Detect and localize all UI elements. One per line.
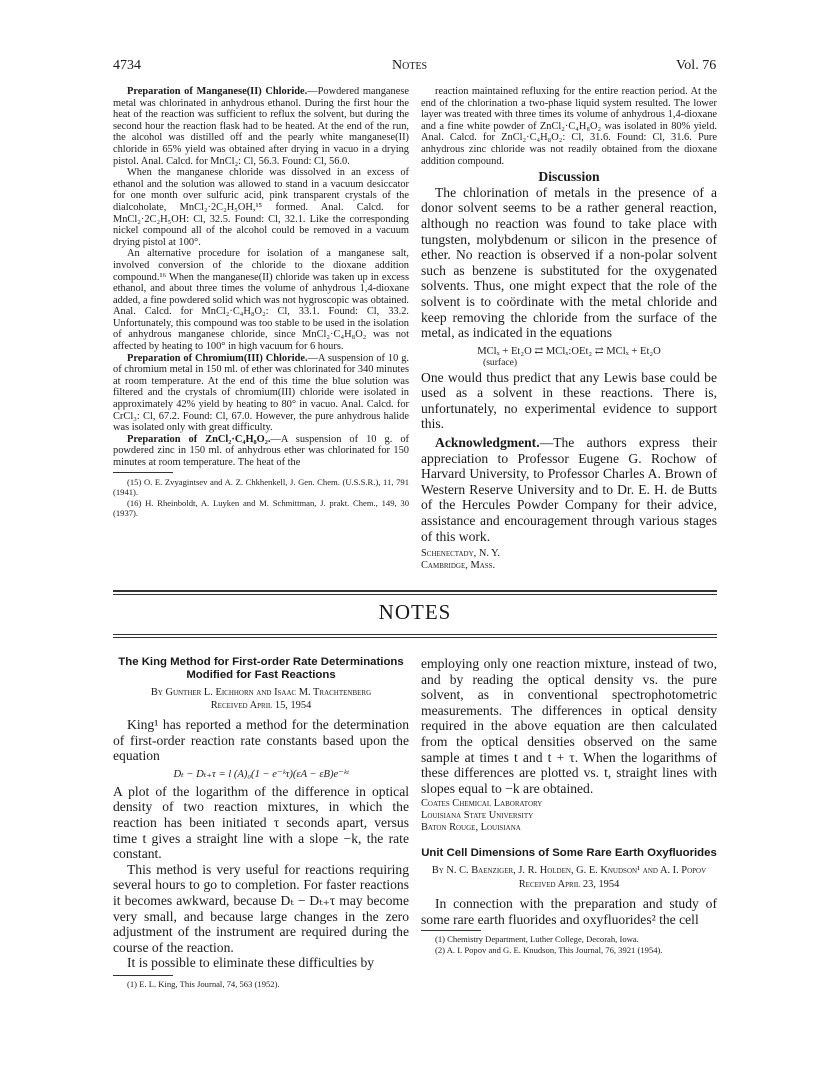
volume-label: Vol. 76 (676, 58, 717, 73)
dioxane-paragraph: An alternative procedure for isolation of a manganese salt, involved conversion of the chloride to the dioxane addition compound.¹⁶ When the manganese(II) chloride was taken up in excess ethanol, and about three times the volume of anhydrous 1,4-dioxane added, a fine powdered solid which was not hygroscopic was obtained. Anal. Calcd. for MnCl₂·C₄H₈O₂: Cl, 33.1. Found: Cl, 33.2. Unfortunately, this compound was too stable to be used in the isolation of anhydrous manganese chloride, since MnCl₂·C₄H₈O₂ was not affected by heating to 100° in high vacuum for 6 hours. (113, 248, 409, 353)
footnote-rule-bottom-right (421, 930, 481, 931)
footnote-15: (15) O. E. Zvyagintsev and A. Z. Chkhenkell, J. Gen. Chem. (U.S.S.R.), 11, 791 (1941). (113, 477, 409, 498)
affiliation-line-2: Louisiana State University (421, 809, 534, 821)
top-left-column (113, 86, 409, 469)
discussion-paragraph: The chlorination of metals in the presence of a donor solvent seems to be a rather general reaction, although no reaction was found to take place with tungsten, molybdenum or silicon in the presence of ether. No reaction is observed if a non-polar solvent such as benzene is substituted for the oxygenated solvents. Thus, one might expect that the role of the solvent is to coördinate with the metal chloride and keep removing the chloride from the surface of the metal, as indicated in the equations (421, 184, 717, 341)
page-number: 4734 (113, 58, 141, 73)
footnote-16: (16) H. Rheinboldt, A. Luyken and M. Schmittman, J. prakt. Chem., 149, 30 (1937). (113, 497, 409, 519)
discussion-heading: Discussion (538, 169, 600, 185)
section-rule-top (113, 590, 717, 592)
zinc-heading: Preparation of ZnCl₂·C₄H₈O₂. (127, 433, 271, 445)
king-limitation-paragraph: This method is very useful for reactions requiring several hours to go to completion. For faster reactions it becomes awkward, because Dₜ − Dₜ₊τ may become very small, and because large changes in the zero adjustment of the instrument are required during the course of the reaction. (113, 861, 409, 955)
section-rule-bottom (113, 634, 717, 635)
dialcoholate-paragraph: When the manganese chloride was dissolved in an excess of ethanol and the solution was allowed to stand in a vacuum desiccator for one month over sulfuric acid, pink transparent crystals of the dialcoholate, MnCl₂·2C₂H₅OH,¹⁵ formed. Anal. Calcd. for MnCl₂·2C₂H₅OH: Cl, 32.5. Found: Cl, 32.1. Like the corresponding nickel compound all of the alcohol could be removed in a vacuum drying pistol at 100°. (113, 167, 409, 248)
place-schenectady: Schenectady, N. Y. (421, 548, 500, 560)
lewis-base-paragraph: One would thus predict that any Lewis base could be used as a solvent in these reactions. There is, unfortunately, no experimental evidence to support this. (421, 369, 717, 432)
footnote-rule-bottom-left (113, 975, 173, 976)
rare-earth-title: Unit Cell Dimensions of Some Rare Earth Oxyfluorides (421, 847, 717, 860)
section-rule-bottom-thin (113, 637, 717, 638)
zinc-paragraph: —A suspension of 10 g. of powdered zinc in 150 ml. of anhydrous ether was chlorinated for 150 minutes at room temperature. The heat of the (113, 433, 409, 468)
ether-equation: MClₓ + Et₂O ⇄ MClₓ:OEt₂ ⇄ MClₓ + Et₂O (477, 345, 661, 357)
bottom-left-column (113, 656, 409, 989)
king-footnote-1: (1) E. L. King, This Journal, 74, 563 (1952). (127, 978, 280, 989)
running-title: Notes (392, 58, 428, 73)
rare-earth-footnote-1: (1) Chemistry Department, Luther College, Decorah, Iowa. (435, 934, 639, 945)
notes-section-title: NOTES (378, 600, 452, 624)
top-right-column (421, 86, 717, 571)
footnote-rule (113, 472, 173, 473)
king-method-title: The King Method for First-order Rate Determinations Modified for Fast Reactions (118, 656, 404, 681)
affiliation-line-1: Coates Chemical Laboratory (421, 798, 543, 810)
king-intro-paragraph: King¹ has reported a method for the determination of first-order reaction rate constants based upon the equation (113, 717, 409, 764)
equation-surface-label: (surface) (483, 356, 518, 368)
manganese-heading: Preparation of Manganese(II) Chloride. (127, 86, 308, 97)
acknowledgment-text: —The authors express their appreciation to Professor Eugene G. Rochow of Harvard University, to Professor Charles A. Brown of Western Reserve University and to Dr. E. H. de Butts of the Hercules Powder Company for their advice, assistance and encouragement through various stages of this work. (421, 435, 717, 544)
chromium-heading: Preparation of Chromium(III) Chloride. (127, 352, 308, 364)
top-left-footnotes (113, 477, 409, 519)
place-cambridge: Cambridge, Mass. (421, 559, 496, 571)
king-continued-paragraph: employing only one reaction mixture, instead of two, and by reading the optical density vs. the pure solvent, as in conventional spectrophotometric measurements. The differences in optical density required in the above equation are then calculated from the optical densities observed on the same sample at times t and t + τ. When the logarithms of these differences are plotted vs. t, straight lines with slopes equal to −k are obtained. (421, 656, 717, 796)
rare-earth-received: Received April 23, 1954 (518, 879, 620, 891)
chromium-paragraph: —A suspension of 10 g. of chromium metal in 150 ml. of ether was chlorinated for 340 minutes at room temperature. At the end of this time the blue solution was filtered and the crystals of chromium(III) chloride were isolated in approximately 42% yield by heating to 80° in vacuo. Anal. Calcd. for CrCl₃: Cl, 67.2. Found: Cl, 67.0. However, the pure anhydrous halide was isolated only with great difficulty. (113, 352, 409, 434)
king-method-authors: By Gunther L. Eichhorn and Isaac M. Trachtenberg (150, 687, 372, 698)
zinc-continued-paragraph: reaction maintained refluxing for the entire reaction period. At the end of the chlorination a two-phase liquid system resulted. The lower layer was treated with three times its volume of anhydrous 1,4-dioxane and a fine white powder of ZnCl₂·C₄H₈O₂ was isolated in 80% yield. Anal. Calcd. for ZnCl₂·C₄H₈O₂: Cl, 31.6. Found: Cl, 31.6. Pure anhydrous zinc chloride was not readily obtained from the dioxane addition compound. (421, 86, 717, 167)
acknowledgment-heading: Acknowledgment. (435, 435, 540, 451)
king-method-received: Received April 15, 1954 (210, 700, 312, 711)
bottom-right-column (421, 656, 717, 955)
king-equation: Dₜ − Dₜ₊τ = l (A)₀(1 − e⁻ᵏτ)(εA − εB)e⁻ᵏᵗ (173, 768, 349, 780)
rare-earth-intro-paragraph: In connection with the preparation and study of some rare earth fluorides and oxyfluorides² the cell (421, 896, 717, 927)
affiliation-line-3: Baton Rouge, Louisiana (421, 821, 521, 833)
rare-earth-footnote-2: (2) A. I. Popov and G. E. Knudson, This Journal, 76, 3921 (1954). (435, 944, 663, 955)
rare-earth-authors: By N. C. Baenziger, J. R. Holden, G. E. Knudson¹ and A. I. Popov (431, 865, 707, 877)
section-rule-top-thin (113, 594, 717, 595)
king-solution-paragraph: It is possible to eliminate these difficulties by (127, 955, 375, 971)
king-plot-paragraph: A plot of the logarithm of the difference in optical density of two reaction mixtures, in which the reaction has been initiated τ seconds apart, versus time t gives a straight line with a slope −k, the rate constant. (113, 783, 409, 862)
manganese-paragraph: —Powdered manganese metal was chlorinated in anhydrous ethanol. During the first hour the heat of the reaction was sufficient to reflux the solvent, but during the second hour the reaction flask had to be heated. At the end of the run, the alcohol was distilled off and the pearly white manganese(II) chloride in 65% yield was obtained after drying in vacuo in a drying pistol. Anal. Calcd. for MnCl₂: Cl, 56.3. Found: Cl, 56.0. (113, 86, 410, 167)
